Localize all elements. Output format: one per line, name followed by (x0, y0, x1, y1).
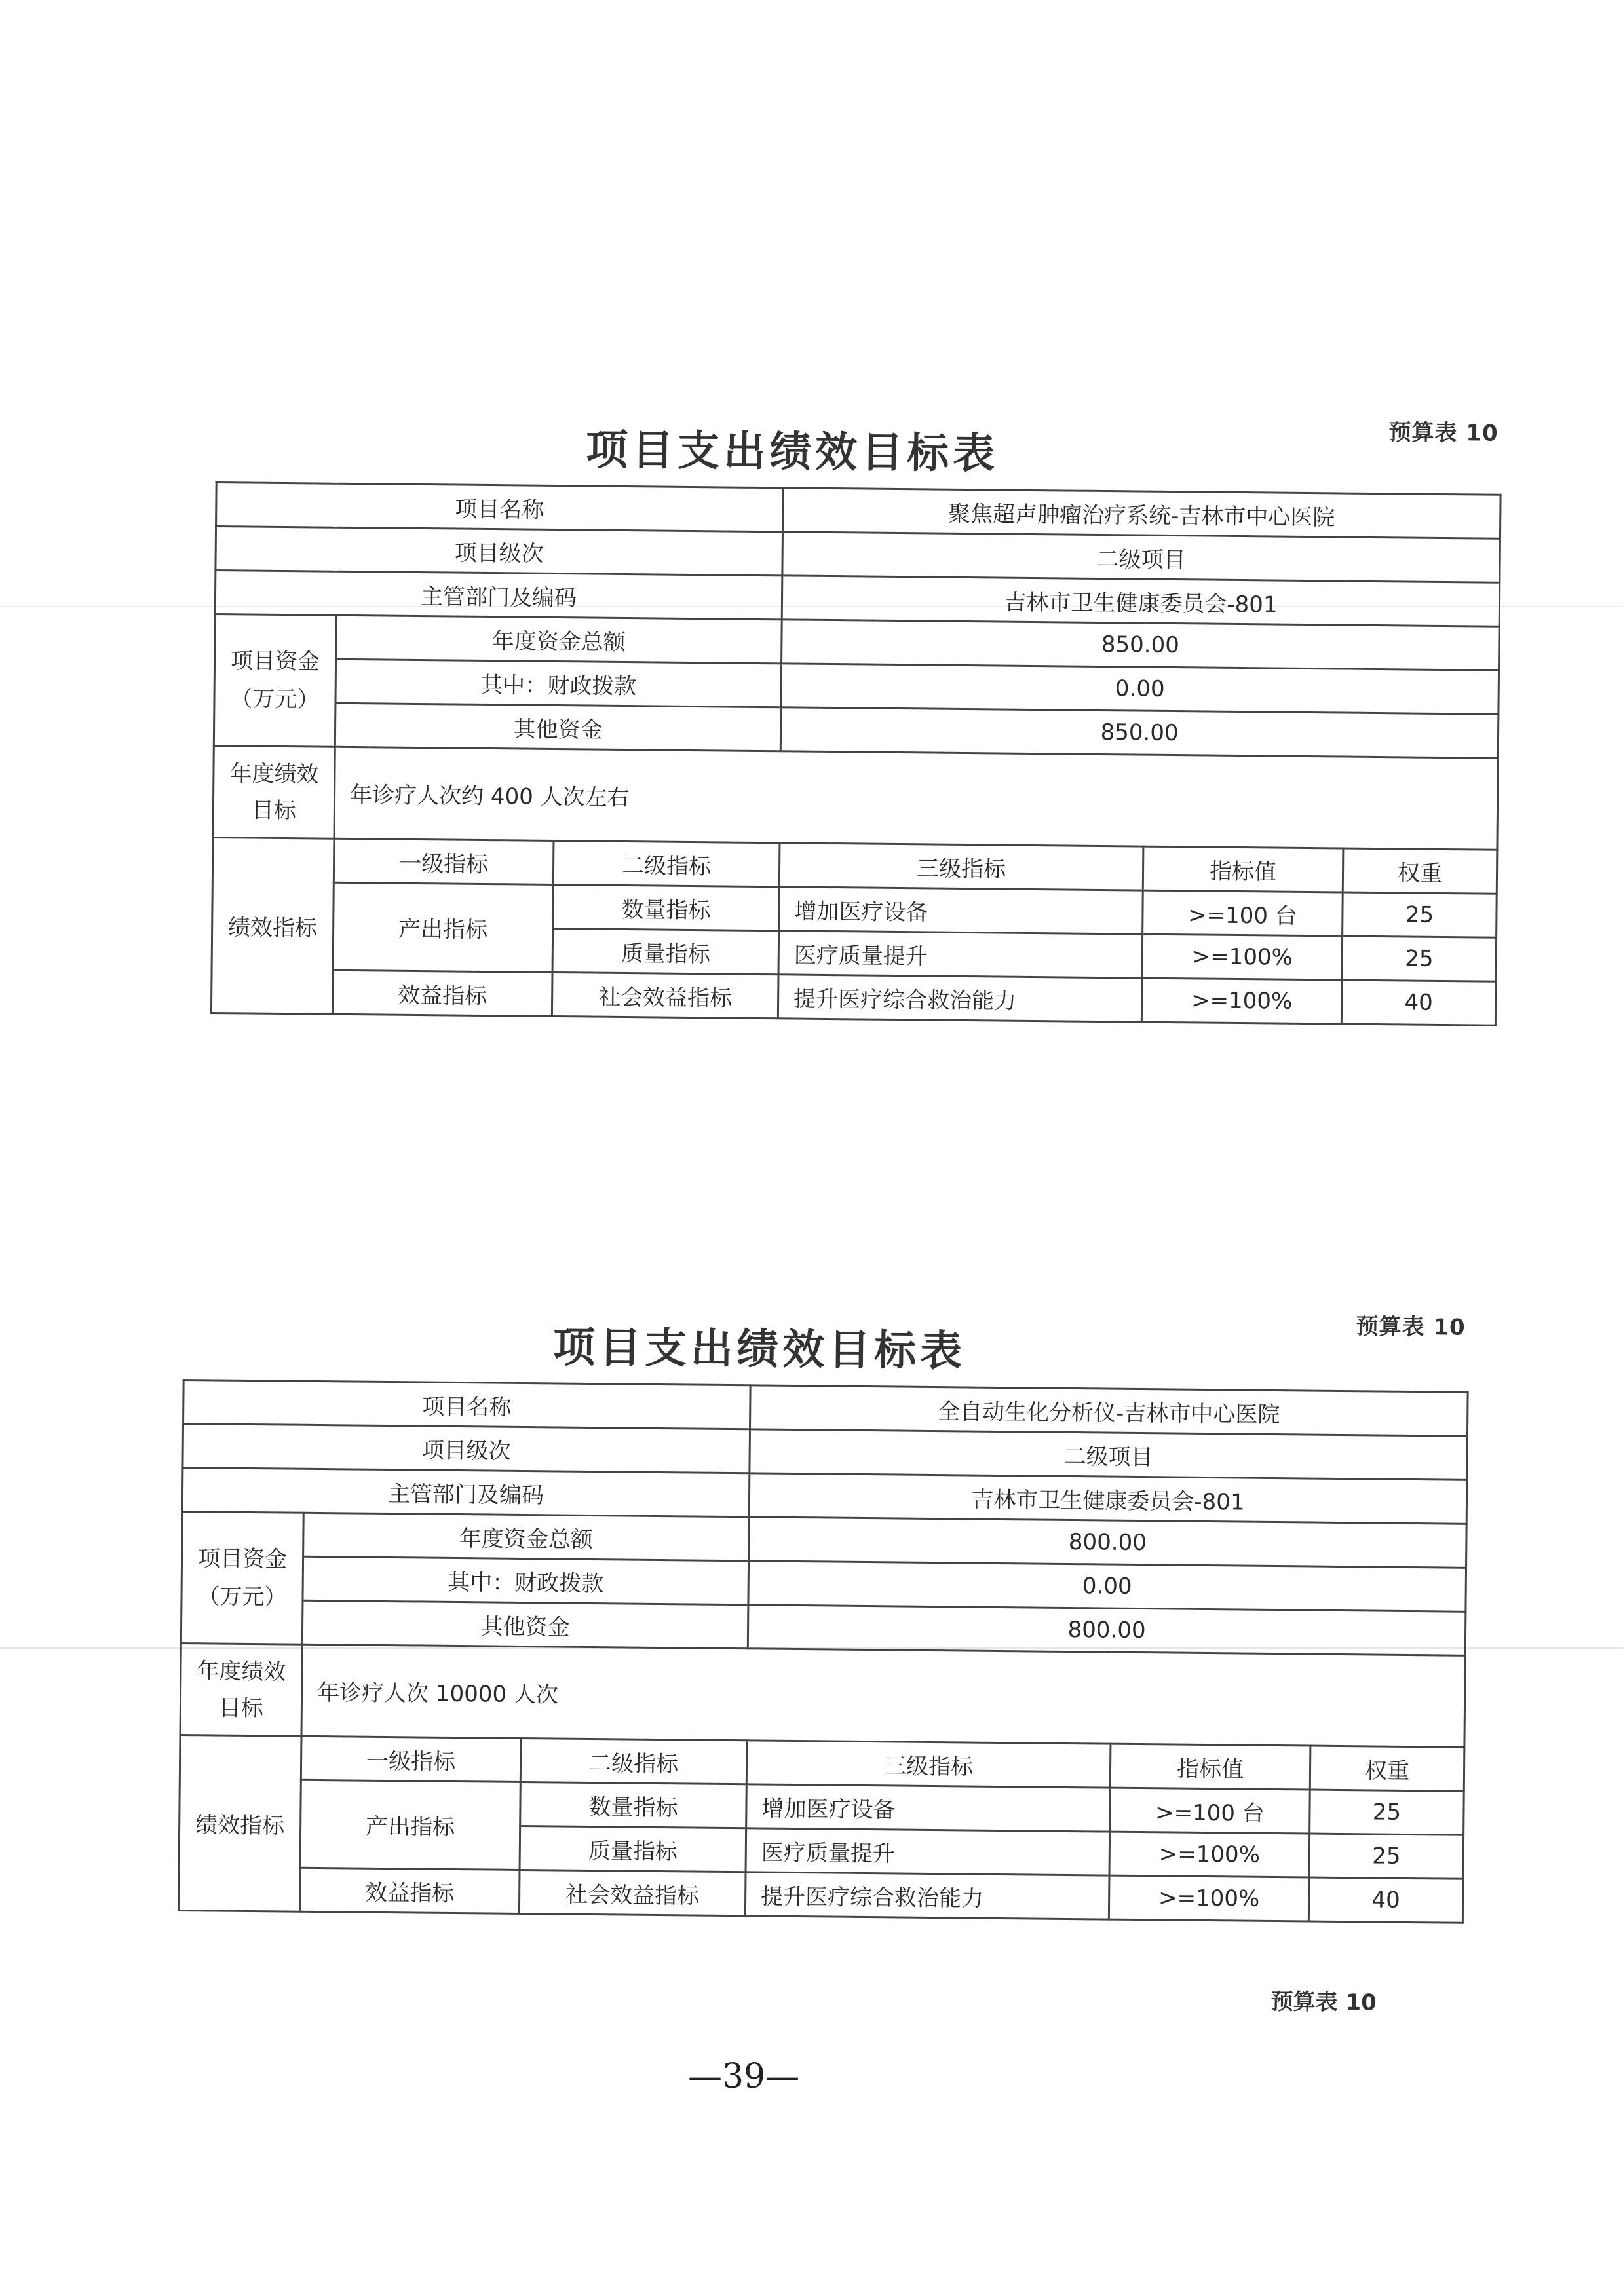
annual-goal-label: 年度绩效 目标 (180, 1643, 302, 1736)
weight-cell: 25 (1343, 892, 1497, 937)
benefit-indicator-cell: 效益指标 (299, 1868, 520, 1913)
page-number: —39— (688, 2057, 800, 2096)
level3-cell: 医疗质量提升 (778, 931, 1143, 978)
indicators-label: 绩效指标 (211, 837, 334, 1014)
output-indicator-cell: 产出指标 (333, 882, 553, 972)
performance-form-1 (216, 393, 1500, 1016)
annual-goal-value: 年诊疗人次 10000 人次 (301, 1644, 1465, 1747)
indicator-value-cell: >=100 台 (1143, 890, 1343, 936)
project-level-value: 二级项目 (782, 532, 1500, 583)
level3-cell: 医疗质量提升 (746, 1828, 1110, 1875)
weight-cell: 40 (1308, 1877, 1463, 1923)
annual-total-label: 年度资金总额 (303, 1513, 750, 1561)
performance-form-2 (183, 1290, 1468, 2016)
header-value: 指标值 (1110, 1744, 1310, 1790)
other-funds-label: 其他资金 (302, 1600, 748, 1649)
level3-cell: 提升医疗综合救治能力 (745, 1872, 1109, 1919)
fiscal-allocation-label: 其中：财政拨款 (303, 1556, 749, 1605)
header-value: 指标值 (1143, 846, 1343, 892)
header-level2: 二级指标 (553, 840, 780, 886)
annual-total-label: 年度资金总额 (336, 615, 782, 664)
project-level-value: 二级项目 (750, 1429, 1468, 1480)
weight-cell: 40 (1341, 980, 1496, 1025)
header-level2: 二级指标 (520, 1738, 747, 1784)
fiscal-allocation-value: 0.00 (748, 1561, 1466, 1612)
annual-goal-value: 年诊疗人次约 400 人次左右 (334, 747, 1498, 850)
weight-cell: 25 (1310, 1790, 1464, 1835)
benefit-indicator-cell: 效益指标 (332, 970, 552, 1016)
level2-cell: 质量指标 (552, 928, 779, 974)
indicator-value-cell: >=100 台 (1110, 1788, 1310, 1834)
fiscal-allocation-value: 0.00 (781, 664, 1499, 715)
project-level-label: 项目级次 (183, 1424, 750, 1473)
level3-cell: 提升医疗综合救治能力 (778, 975, 1142, 1022)
department-label: 主管部门及编码 (215, 571, 782, 620)
form-title: 项目支出绩效目标表 (552, 1323, 966, 1376)
output-indicator-cell: 产出指标 (300, 1780, 520, 1870)
indicator-value-cell: >=100% (1109, 1875, 1309, 1921)
performance-table (210, 481, 1502, 1026)
header-level3: 三级指标 (779, 843, 1143, 890)
level2-cell: 数量指标 (553, 884, 780, 930)
budget-table-tag: 预算表 10 (1356, 1313, 1466, 1341)
header-level1: 一级指标 (334, 838, 554, 884)
project-name-value: 聚焦超声肿瘤治疗系统-吉林市中心医院 (783, 488, 1501, 539)
project-name-value: 全自动生化分析仪-吉林市中心医院 (750, 1385, 1468, 1437)
performance-table (178, 1379, 1469, 1924)
fiscal-allocation-label: 其中：财政拨款 (335, 659, 782, 707)
indicator-value-cell: >=100% (1142, 934, 1343, 980)
other-funds-value: 800.00 (748, 1605, 1466, 1656)
header-level3: 三级指标 (746, 1741, 1111, 1788)
weight-cell: 25 (1342, 936, 1497, 981)
project-name-label: 项目名称 (183, 1380, 751, 1429)
annual-total-value: 800.00 (749, 1517, 1467, 1568)
annual-total-value: 850.00 (782, 620, 1500, 671)
other-funds-label: 其他资金 (335, 703, 781, 751)
indicator-value-cell: >=100% (1109, 1832, 1310, 1877)
level3-cell: 增加医疗设备 (746, 1784, 1111, 1832)
funds-label: 项目资金 （万元） (181, 1511, 303, 1644)
project-name-label: 项目名称 (216, 483, 784, 532)
indicator-value-cell: >=100% (1141, 978, 1342, 1024)
form-title: 项目支出绩效目标表 (585, 426, 999, 479)
weight-cell: 25 (1309, 1834, 1464, 1879)
project-level-label: 项目级次 (216, 527, 783, 576)
department-value: 吉林市卫生健康委员会-801 (782, 576, 1500, 627)
level2-cell: 数量指标 (520, 1782, 747, 1828)
header-weight: 权重 (1343, 848, 1497, 894)
indicators-label: 绩效指标 (178, 1735, 301, 1911)
department-label: 主管部门及编码 (182, 1468, 750, 1517)
level2-cell: 社会效益指标 (552, 972, 778, 1018)
other-funds-value: 850.00 (780, 707, 1499, 759)
level2-cell: 社会效益指标 (519, 1870, 746, 1915)
annual-goal-label: 年度绩效 目标 (213, 745, 335, 838)
header-weight: 权重 (1310, 1746, 1464, 1791)
footer-budget-tag: 预算表 10 (1270, 1988, 1377, 2016)
budget-table-tag: 预算表 10 (1388, 419, 1499, 447)
header-level1: 一级指标 (301, 1736, 521, 1782)
department-value: 吉林市卫生健康委员会-801 (749, 1473, 1467, 1524)
level2-cell: 质量指标 (520, 1826, 746, 1872)
funds-label: 项目资金 （万元） (214, 614, 336, 747)
level3-cell: 增加医疗设备 (779, 887, 1143, 934)
